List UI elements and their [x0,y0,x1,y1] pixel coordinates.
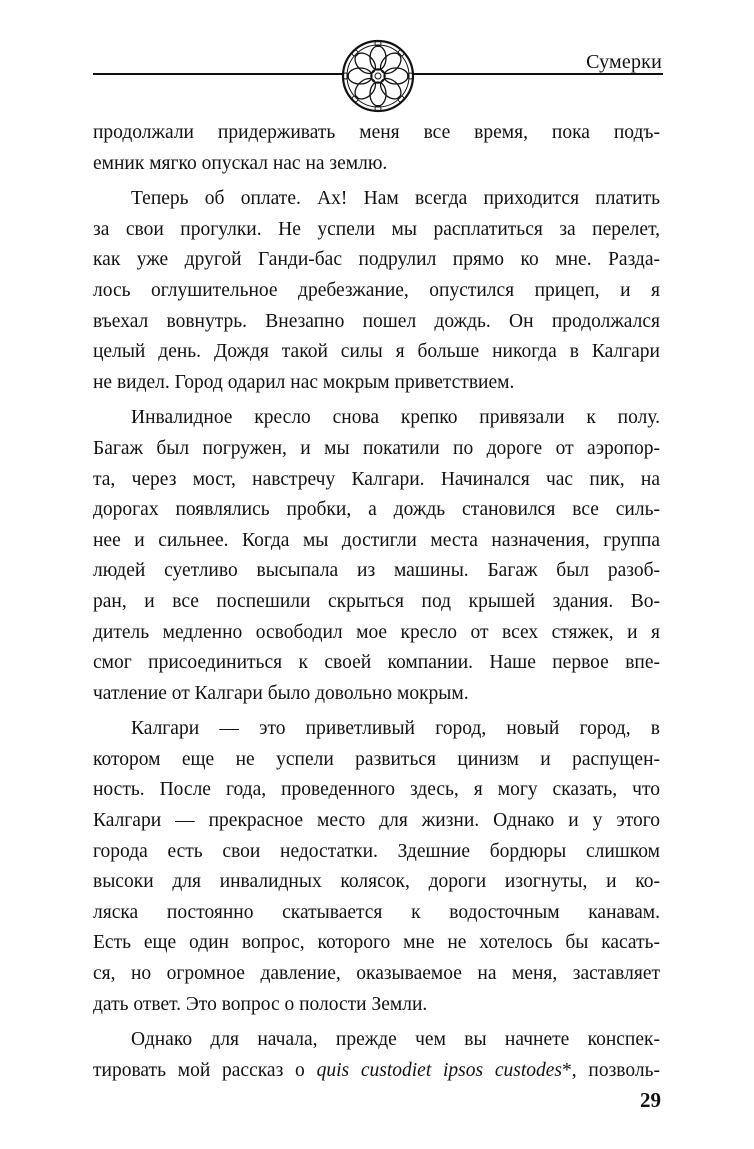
text-line-with-latin [93,1056,660,1087]
text-line: ляска постоянно скатывается к водосточным канавам. [93,901,660,923]
text-line: Калгари — это приветливый город, новый город, в [131,718,660,740]
text-line: дитель медленно освободил мое кресло от всех стяжек, и я [93,621,660,643]
text-line: Однако для начала, прежде чем вы начнете конспек- [131,1029,660,1051]
text-line: нее и сильнее. Когда мы достигли места назначения, группа [93,529,660,551]
page-number: 29 [640,1088,661,1112]
text-line: за свои прогулки. Не успели мы расплатиться за перелет, [93,218,660,240]
running-head: Сумерки [586,51,662,73]
text-line: дать ответ. Это вопрос о полости Земли. [93,993,428,1015]
text-line: дорогах появлялись пробки, а дождь становился все силь- [93,499,660,521]
body-text [93,118,660,1086]
text-line: котором еще не успели развиться цинизм и распущен- [93,748,660,770]
text-line: лось оглушительное дребезжание, опустился прицеп, и я [93,279,660,301]
text-line: въехал вовнутрь. Внезапно пошел дождь. Он продолжался [93,310,660,332]
text-line: не видел. Город одарил нас мокрым приветствием. [93,371,515,393]
text-line: продолжали придерживать меня все время, пока подъ- [93,122,660,143]
text-line: ся, но огромное давление, оказываемое на меня, заставляет [93,963,660,985]
text-line: Багаж был погружен, и мы покатили по дороге от аэропор- [93,437,660,459]
text-line: Инвалидное кресло снова крепко привязали к полу. [131,407,660,429]
text-fragment: , позволь- [571,1059,660,1081]
text-line: та, через мост, навстречу Калгари. Начинался час пик, на [93,468,660,490]
text-line: высоки для инвалидных колясок, дороги изогнуты, и ко- [93,871,660,893]
text-line: ран, и все поспешили скрыться под крышей здания. Во- [93,590,660,612]
text-line: ность. После года, проведенного здесь, я могу сказать, что [93,779,660,801]
text-line: людей суетливо высыпала из машины. Багаж был разоб- [93,560,660,582]
text-line: как уже другой Ганди-бас подрулил прямо ко мне. Разда- [93,249,660,271]
footnote-marker: * [562,1059,572,1081]
text-line: Теперь об оплате. Ах! Нам всегда приходится платить [131,188,660,210]
text-line: целый день. Дождя такой силы я больше никогда в Калгари [93,341,660,363]
page-header [0,0,754,120]
text-line: емник мягко опускал нас на землю. [93,152,388,174]
text-line: города есть свои недостатки. Здешние бордюры слишком [93,840,660,862]
text-fragment: тировать мой рассказ о [93,1059,317,1081]
text-line: Калгари — прекрасное место для жизни. Однако и у этого [93,810,660,832]
text-line: смог присоединиться к своей компании. Наше первое впе- [93,652,660,674]
latin-phrase: quis custodiet ipsos custodes [316,1059,563,1081]
header-rule-left [93,73,343,75]
rose-window-ornament-icon [340,38,416,114]
text-line: чатление от Калгари было довольно мокрым. [93,682,469,704]
text-line: Есть еще один вопрос, которого мне не хотелось бы касать- [93,932,660,954]
